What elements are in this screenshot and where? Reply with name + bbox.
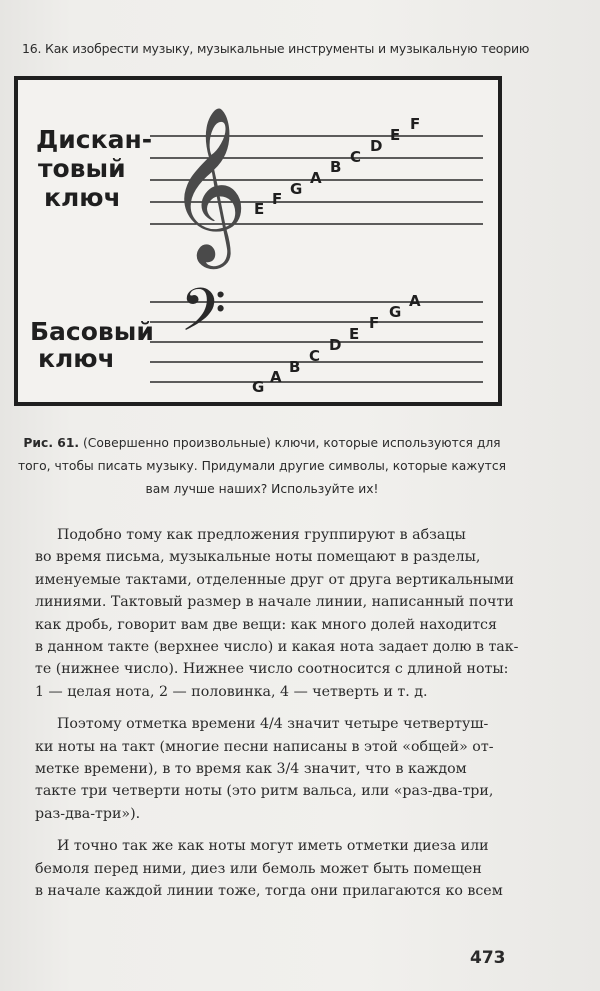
bass-note-a: A [270,368,282,386]
caption-text: (Совершенно произвольные) ключи, которые используются для того, чтобы писать музыку. Придумали другие символы, которые кажутся вам лучше наших? Используйте их! [18,436,506,496]
text-line: Поэтому отметка времени 4/4 значит четыре четвертуш- [57,716,489,733]
bass-note-g-high: G [389,303,402,321]
bass-label-line-1: Басовый [30,317,154,346]
page-number: 473 [470,948,506,968]
bass-label-line-2: ключ [38,344,115,373]
paragraph-3 [35,835,509,902]
bass-note-a-high: A [409,292,421,310]
paragraph-2 [35,713,509,825]
text-line: метке времени), в то время как 3/4 значит, что в каждом [35,761,467,778]
text-line: в начале каждой линии тоже, тогда они прилагаются ко всем [35,883,503,900]
text-line: как дробь, говорит вам две вещи: как много долей находится [35,616,497,633]
treble-label-line-3: ключ [44,183,121,212]
treble-note-f-high: F [410,115,421,133]
text-line: именуемые тактами, отделенные друг от друга вертикальными [35,571,515,588]
body-text [35,524,519,903]
text-line: те (нижнее число). Нижнее число соотносится с длиной ноты: [35,661,509,678]
treble-label-line-2: товый [38,154,126,183]
treble-note-f: F [272,190,283,208]
text-line: бемоля перед ними, диез или бемоль может быть помещен [35,860,482,877]
text-line: 1 — целая нота, 2 — половинка, 4 — четверть и т. д. [35,683,428,700]
treble-label-line-1: Дискан- [36,125,153,154]
treble-clef-icon: 𝄞 [168,105,248,262]
treble-note-e: E [254,200,265,218]
text-line: во время письма, музыкальные ноты помещают в разделы, [35,549,481,566]
bass-note-e: E [349,325,360,343]
text-line: Подобно тому как предложения группируют в абзацы [57,527,466,543]
treble-note-a: A [310,169,322,187]
figure-caption [14,432,510,501]
figure-clefs [14,76,502,406]
text-line: раз-два-три»). [35,805,141,822]
running-head: 16. Как изобрести музыку, музыкальные инструменты и музыкальную теорию [22,41,530,56]
treble-note-c: C [350,148,362,166]
bass-note-g: G [252,378,265,396]
caption-label: Рис. 61. [23,436,80,450]
text-line: ки ноты на такт (многие песни написаны в этой «общей» от- [35,738,494,755]
treble-note-e-high: E [390,126,401,144]
treble-note-b: B [330,158,342,176]
treble-note-d: D [370,137,383,155]
bass-note-d: D [329,336,342,354]
text-line: И точно так же как ноты могут иметь отметки диеза или [57,838,489,855]
bass-note-b: B [289,358,301,376]
text-line: в данном такте (верхнее число) и какая нота задает долю в так- [35,639,519,656]
bass-note-c: C [309,347,321,365]
bass-note-f: F [369,314,380,332]
paragraph-1 [35,524,519,703]
text-line: линиями. Тактовый размер в начале линии, написанный почти [35,594,514,611]
text-line: такте три четверти ноты (это ритм вальса, или «раз-два-три, [35,783,494,800]
bass-clef-icon: 𝄢 [180,275,227,359]
treble-note-g: G [290,180,303,198]
clef-illustration [18,80,498,402]
